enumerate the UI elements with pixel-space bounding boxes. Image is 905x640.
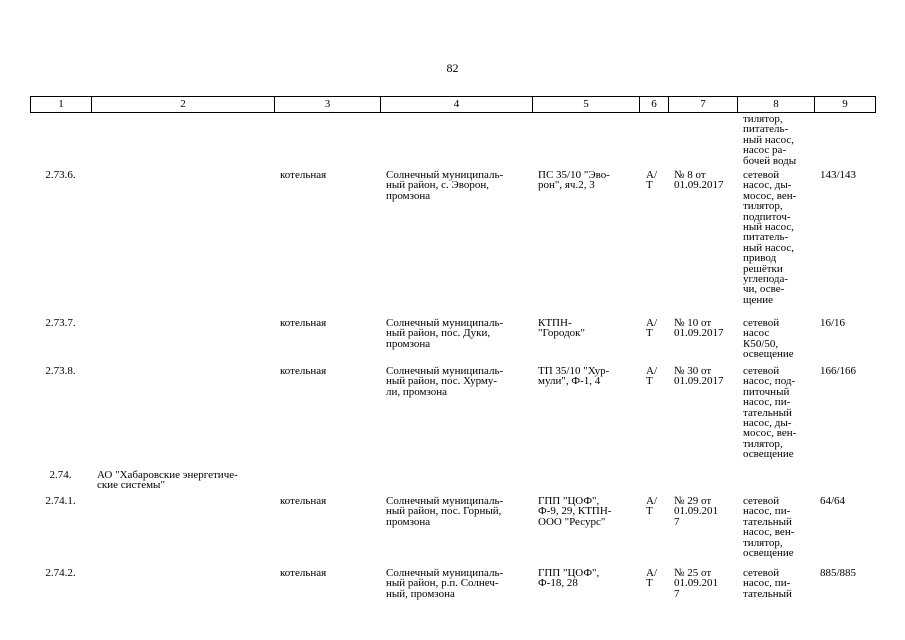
facility-location: Солнечный муниципаль- ный район, р.п. Солнеч- ный, промзона (386, 567, 504, 600)
category: А/ Т (646, 365, 657, 388)
equipment-list: сетевой насос, пи- тательный насос, вен- тилятор, освещение (743, 495, 795, 560)
facility-type: котельная (280, 495, 327, 507)
equipment-list: тилятор, питатель- ный насос, насос ра- бочей воды (743, 113, 797, 167)
power-value: 885/885 (820, 567, 857, 579)
category: А/ Т (646, 169, 657, 192)
power-source: ТП 35/10 "Хур- мули", Ф-1, 4 (538, 365, 610, 388)
category: А/ Т (646, 317, 657, 340)
organization-name (91, 114, 274, 170)
organization-name (91, 318, 274, 366)
facility-location: Солнечный муниципаль- ный район, пос. Горный, промзона (386, 495, 504, 528)
power-source (532, 470, 639, 496)
header-col-2: 2 (92, 97, 275, 113)
header-col-7: 7 (669, 97, 738, 113)
header-col-6: 6 (640, 97, 669, 113)
power-value: 166/166 (820, 365, 857, 377)
facility-location (380, 470, 532, 496)
power-source: ГПП "ЦОФ", Ф-18, 28 (538, 567, 600, 590)
organization-name: АО "Хабаровские энергетиче- ские системы" (97, 469, 238, 492)
power-value: 64/64 (820, 495, 846, 507)
equipment-list: сетевой насос, ды- мосос, вен- тилятор, подпиточ- ный насос, питатель- ный насос, привод решётки углепода- чи, осве- щение (743, 169, 797, 306)
facility-location: Солнечный муниципаль- ный район, пос. Дуки, промзона (386, 317, 504, 350)
power-value (814, 470, 875, 496)
facility-type: котельная (280, 365, 327, 377)
facility-type: котельная (280, 567, 327, 579)
document-ref: № 10 от 01.09.2017 (674, 317, 724, 340)
category (639, 114, 668, 170)
power-value: 143/143 (820, 169, 857, 181)
power-value: 16/16 (820, 317, 846, 329)
header-row (31, 97, 876, 113)
header-col-5: 5 (533, 97, 640, 113)
equipment-list: сетевой насос К50/50, освещение (743, 317, 794, 361)
document-ref: № 30 от 01.09.2017 (674, 365, 724, 388)
power-source (532, 114, 639, 170)
facility-type (274, 114, 380, 170)
header-col-1: 1 (31, 97, 92, 113)
table-row (30, 470, 875, 496)
category: А/ Т (646, 495, 657, 518)
row-number: 2.73.7. (45, 317, 76, 329)
equipment-list: сетевой насос, пи- тательный (743, 567, 792, 600)
organization-name (91, 366, 274, 470)
row-number: 2.74.2. (45, 567, 76, 579)
organization-name (91, 496, 274, 568)
power-source: ПС 35/10 "Эво- рон", яч.2, 3 (538, 169, 610, 192)
row-number: 2.74. (49, 469, 72, 481)
page-number: 82 (446, 61, 459, 75)
document-ref (668, 114, 737, 170)
table-row (30, 496, 875, 568)
organization-name (91, 170, 274, 318)
document-ref: № 8 от 01.09.2017 (674, 169, 724, 192)
power-source: ГПП "ЦОФ", Ф-9, 29, КТПН- ООО "Ресурс" (538, 495, 612, 528)
header-col-3: 3 (275, 97, 381, 113)
facilities-table (30, 114, 875, 606)
header-col-9: 9 (815, 97, 876, 113)
document-ref: № 29 от 01.09.201 7 (674, 495, 718, 528)
equipment-list (737, 470, 814, 496)
column-number-header (30, 96, 876, 113)
facility-location: Солнечный муниципаль- ный район, пос. Хурму- ли, промзона (386, 365, 504, 398)
table-row (30, 366, 875, 470)
equipment-list: сетевой насос, под- питочный насос, пи- тательный насос, ды- мосос, вен- тилятор, освещение (743, 365, 797, 461)
power-value (814, 114, 875, 170)
document-ref: № 25 от 01.09.201 7 (674, 567, 718, 600)
row-number (30, 114, 91, 170)
organization-name (91, 568, 274, 606)
category: А/ Т (646, 567, 657, 590)
category (639, 470, 668, 496)
table-row (30, 318, 875, 366)
facility-location (380, 114, 532, 170)
table-row (30, 114, 875, 170)
power-source: КТПН- "Городок" (538, 317, 585, 340)
header-col-4: 4 (381, 97, 533, 113)
facility-location: Солнечный муниципаль- ный район, с. Эворон, промзона (386, 169, 504, 202)
row-number: 2.73.8. (45, 365, 76, 377)
table-row (30, 170, 875, 318)
row-number: 2.73.6. (45, 169, 76, 181)
facility-type: котельная (280, 317, 327, 329)
facility-type: котельная (280, 169, 327, 181)
table-row (30, 568, 875, 606)
row-number: 2.74.1. (45, 495, 76, 507)
header-col-8: 8 (738, 97, 815, 113)
facility-type (274, 470, 380, 496)
document-ref (668, 470, 737, 496)
